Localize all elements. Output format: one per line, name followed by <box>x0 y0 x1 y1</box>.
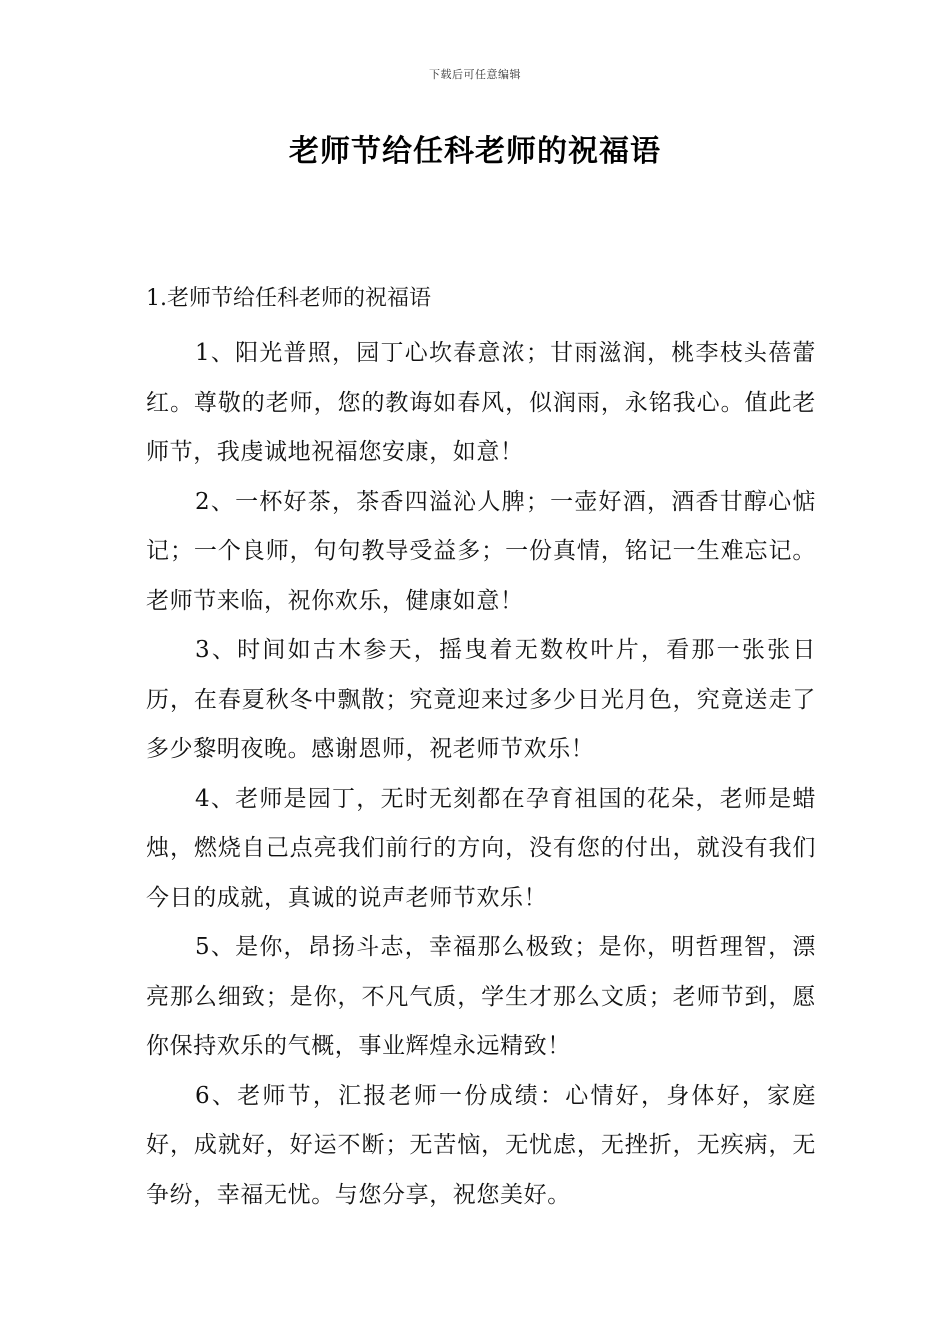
paragraph-1: 1、阳光普照，园丁心坎春意浓；甘雨滋润，桃李枝头蓓蕾红。尊敬的老师，您的教诲如春风，似润雨，永铭我心。值此老师节，我虔诚地祝福您安康，如意！ <box>146 340 816 465</box>
paragraph-5: 5、是你，昂扬斗志，幸福那么极致；是你，明哲理智，漂亮那么细致；是你，不凡气质，学生才那么文质；老师节到，愿你保持欢乐的气概，事业辉煌永远精致！ <box>146 934 816 1059</box>
paragraph-6: 6、老师节，汇报老师一份成绩：心情好，身体好，家庭好，成就好，好运不断；无苦恼，无忧虑，无挫折，无疾病，无争纷，幸福无忧。与您分享，祝您美好。 <box>146 1082 816 1208</box>
section-heading: 1.老师节给任科老师的祝福语 <box>146 286 431 311</box>
header-note: 下载后可任意编辑 <box>429 68 521 81</box>
document-body <box>146 280 816 1220</box>
paragraph-2: 2、一杯好茶，茶香四溢沁人脾；一壶好酒，酒香甘醇心惦记；一个良师，句句教导受益多；一份真情，铭记一生难忘记。老师节来临，祝你欢乐，健康如意！ <box>146 488 816 614</box>
paragraph-3: 3、时间如古木参天，摇曳着无数枚叶片，看那一张张日历，在春夏秋冬中飘散；究竟迎来过多少日光月色，究竟送走了多少黎明夜晚。感谢恩师，祝老师节欢乐！ <box>146 637 816 762</box>
document-title: 老师节给任科老师的祝福语 <box>289 134 661 169</box>
paragraph-4: 4、老师是园丁，无时无刻都在孕育祖国的花朵，老师是蜡烛，燃烧自己点亮我们前行的方向，没有您的付出，就没有我们今日的成就，真诚的说声老师节欢乐！ <box>146 785 816 911</box>
